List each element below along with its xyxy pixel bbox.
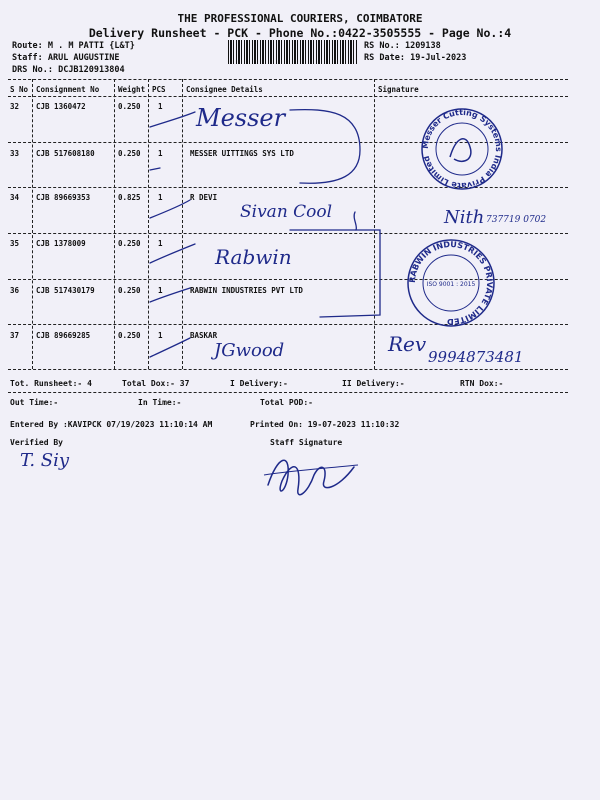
handwritten-sig-row34: Nith xyxy=(444,207,485,228)
runsheet-subtitle: Delivery Runsheet - PCK - Phone No.:0422-3505555 - Page No.:4 xyxy=(88,26,512,40)
rs-no-label: RS No.: xyxy=(364,41,400,51)
out-time: Out Time:- xyxy=(10,398,59,407)
row-consignment: CJB 517608180 xyxy=(36,149,95,158)
verified-by-label: Verified By xyxy=(10,438,63,447)
rtn-dox: RTN Dox:- xyxy=(460,379,504,388)
handwritten-sig-row37: Rev xyxy=(388,332,427,356)
row-pcs: 1 xyxy=(158,193,163,202)
total-dox: Total Dox:- 37 xyxy=(122,379,190,388)
row-consignment: CJB 89669353 xyxy=(36,193,91,202)
row-consignment: CJB 517430179 xyxy=(36,286,95,295)
rabwin-stamp-text: RABWIN INDUSTRIES PRIVATE LIMITED xyxy=(407,239,495,327)
staff-signature-drawing xyxy=(258,445,368,505)
col-signature: Signature xyxy=(378,85,419,94)
i-delivery: I Delivery:- xyxy=(230,379,288,388)
rabwin-stamp xyxy=(406,238,496,328)
row-weight: 0.250 xyxy=(118,286,141,295)
svg-text:Messer Cutting Systems India P xyxy=(421,108,503,190)
row-sno: 33 xyxy=(10,149,20,158)
handwritten-phone-row37: 9994873481 xyxy=(428,348,524,366)
row-weight: 0.250 xyxy=(118,331,141,340)
entered-by: Entered By :KAVIPCK 07/19/2023 11:10:14 AM xyxy=(10,420,213,429)
row-consignment: CJB 1360472 xyxy=(36,102,86,111)
rs-no-value: 1209138 xyxy=(404,41,441,51)
col-pcs: PCS xyxy=(152,85,166,94)
messer-stamp xyxy=(420,107,504,191)
handwritten-jgwood: JGwood xyxy=(214,340,285,361)
col-consignment: Consignment No xyxy=(36,85,100,94)
row-weight: 0.250 xyxy=(118,102,141,111)
messer-stamp-text: Messer Cutting Systems India Private Limited xyxy=(420,107,504,191)
row-sno: 36 xyxy=(10,286,20,295)
handwritten-phone-row34: 737719 0702 xyxy=(486,215,547,225)
in-time: In Time:- xyxy=(138,398,182,407)
ii-delivery: II Delivery:- xyxy=(342,379,405,388)
rabwin-stamp-center: ISO 9001 : 2015 xyxy=(426,281,476,288)
row-weight: 0.825 xyxy=(118,193,141,202)
printed-on: Printed On: 19-07-2023 11:10:32 xyxy=(250,420,400,429)
row-pcs: 1 xyxy=(158,331,163,340)
total-pod: Total POD:- xyxy=(260,398,313,407)
row-consignee: BASKAR xyxy=(190,331,218,340)
staff-signature-label: Staff Signature xyxy=(270,438,343,447)
totals-line xyxy=(8,392,568,393)
row-pcs: 1 xyxy=(158,239,163,248)
row-consignee: RABWIN INDUSTRIES PVT LTD xyxy=(190,286,303,295)
handwritten-messer: Messer xyxy=(196,104,286,132)
staff-label: Staff: xyxy=(12,53,43,63)
col-sno: S No xyxy=(10,85,29,94)
row-weight: 0.250 xyxy=(118,149,141,158)
row-pcs: 1 xyxy=(158,286,163,295)
rs-date-value: 19-Jul-2023 xyxy=(410,53,467,63)
row-sno: 35 xyxy=(10,239,20,248)
total-runsheet: Tot. Runsheet:- 4 xyxy=(10,379,92,388)
staff-value: ARUL AUGUSTINE xyxy=(47,53,120,63)
row-consignment: CJB 89669285 xyxy=(36,331,91,340)
route-value: M . M PATTI {L&T} xyxy=(47,41,135,51)
drs-value: DCJB120913804 xyxy=(58,65,125,75)
handwritten-rabwin: Rabwin xyxy=(215,245,292,269)
row-pcs: 1 xyxy=(158,102,163,111)
drs-label: DRS No.: xyxy=(12,65,53,75)
rs-date-label: RS Date: xyxy=(364,53,405,63)
row-pcs: 1 xyxy=(158,149,163,158)
col-consignee: Consignee Details xyxy=(186,85,263,94)
route-label: Route: xyxy=(12,41,43,51)
row-sno: 34 xyxy=(10,193,20,202)
row-sno: 32 xyxy=(10,102,20,111)
handwritten-sivan: Sivan Cool xyxy=(240,202,333,222)
row-consignee: R DEVI xyxy=(190,193,218,202)
row-sno: 37 xyxy=(10,331,20,340)
row-consignment: CJB 1378009 xyxy=(36,239,86,248)
row-consignee: MESSER UITTINGS SYS LTD xyxy=(190,149,294,158)
row-weight: 0.250 xyxy=(118,239,141,248)
company-title: THE PROFESSIONAL COURIERS, COIMBATORE xyxy=(177,12,423,25)
col-weight: Weight xyxy=(118,85,146,94)
verified-signature: T. Siy xyxy=(20,450,70,471)
